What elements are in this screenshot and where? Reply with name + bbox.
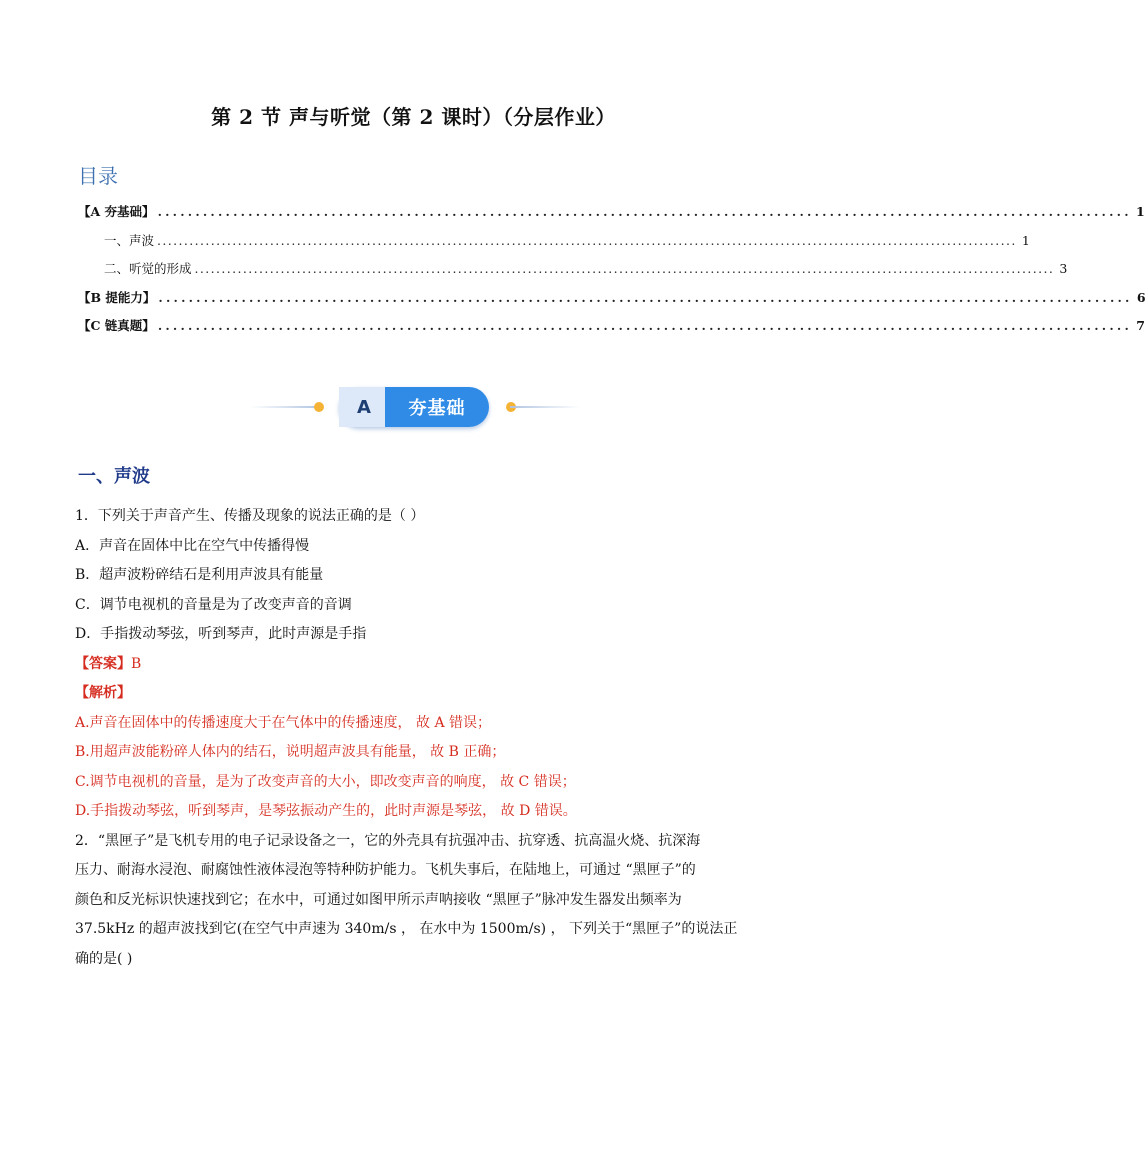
question-1-option-c: C．调节电视机的音量是为了改变声音的音调	[75, 596, 352, 613]
toc-leader: .................................................................................................................................	[157, 318, 1132, 333]
toc-entry-page: 1	[1021, 232, 1030, 248]
analysis-line-b: B.用超声波能粉碎人体内的结石，说明超声波具有能量， 故 B 正确；	[75, 744, 506, 760]
analysis-line-a: A.声音在固体中的传播速度大于在气体中的传播速度， 故 A 错误；	[75, 714, 492, 731]
question-2-line-4: 37.5kHz 的超声波找到它(在空气中声速为 340m/s ， 在水中为 1500m/s) ， 下列关于“黑匣子”的说法正	[75, 921, 738, 937]
toc-entry-page: 7	[1136, 318, 1145, 333]
toc-entry-label: 一、声波	[104, 232, 155, 248]
analysis-line-c: C.调节电视机的音量，是为了改变声音的大小，即改变声音的响度， 故 C 错误；	[75, 773, 576, 790]
toc-entry-label: 【C 链真题】	[78, 318, 155, 333]
question-1-option-d: D．手指拨动琴弦，听到琴声，此时声源是手指	[75, 626, 367, 642]
toc-leader: ................................................................................................................................................................	[194, 261, 1055, 276]
section-heading: 一、声波	[78, 466, 150, 487]
banner-pill	[339, 387, 489, 427]
answer-value: B	[131, 655, 142, 672]
toc-entry-b[interactable]	[78, 288, 1146, 317]
question-content	[75, 502, 750, 974]
question-1-answer	[75, 650, 750, 680]
toc-entry-label: 【A 夯基础】	[78, 204, 155, 219]
question-1-option-b: B．超声波粉碎结石是利用声波具有能量	[75, 567, 324, 583]
page-title: 第 2 节 声与听觉（第 2 课时）（分层作业）	[211, 105, 616, 129]
toc-heading: 目录	[78, 164, 118, 188]
toc-entry-c[interactable]	[78, 316, 1145, 345]
banner-line-left	[250, 406, 320, 408]
toc-leader: ................................................................................................................................................................	[157, 232, 1017, 248]
section-banner	[250, 385, 580, 429]
toc-entry-page: 3	[1059, 261, 1068, 276]
banner-text: 夯基础	[408, 398, 466, 419]
toc-leader: .................................................................................................................................	[157, 204, 1132, 219]
question-1-stem: 1．下列关于声音产生、传播及现象的说法正确的是（ ）	[75, 508, 425, 524]
question-2-line-1: 2．“黑匣子”是飞机专用的电子记录设备之一，它的外壳具有抗强冲击、抗穿透、抗高温火烧、抗深海	[75, 832, 701, 849]
analysis-label: 【解析】	[75, 685, 131, 701]
toc-entry-hearing[interactable]	[78, 259, 1068, 288]
analysis-line-d: D.手指拨动琴弦，听到琴声，是琴弦振动产生的，此时声源是琴弦， 故 D 错误。	[75, 803, 577, 819]
question-2-line-3: 颜色和反光标识快速找到它；在水中，可通过如图甲所示声呐接收 “黑匣子”脉冲发生器发出频率为	[75, 891, 682, 908]
toc-leader: .................................................................................................................................	[158, 289, 1133, 305]
toc-entry-page: 1	[1136, 204, 1145, 219]
answer-label: 【答案】	[75, 655, 131, 672]
toc-entry-label: 【B 提能力】	[78, 289, 156, 305]
question-1-option-a: A．声音在固体中比在空气中传播得慢	[75, 537, 310, 554]
table-of-contents	[78, 202, 1146, 345]
banner-line-right	[510, 406, 580, 408]
toc-entry-page: 6	[1136, 289, 1146, 305]
question-2-line-2: 压力、耐海水浸泡、耐腐蚀性液体浸泡等特种防护能力。飞机失事后，在陆地上，可通过 “黑匣子”的	[75, 862, 696, 878]
question-2-line-5: 确的是( )	[75, 950, 133, 967]
banner-dot-left	[314, 402, 324, 412]
toc-entry-label: 二、听觉的形成	[104, 261, 192, 276]
toc-entry-a[interactable]	[78, 202, 1145, 231]
banner-letter: A	[339, 387, 385, 427]
toc-entry-sound-waves[interactable]	[78, 231, 1030, 260]
